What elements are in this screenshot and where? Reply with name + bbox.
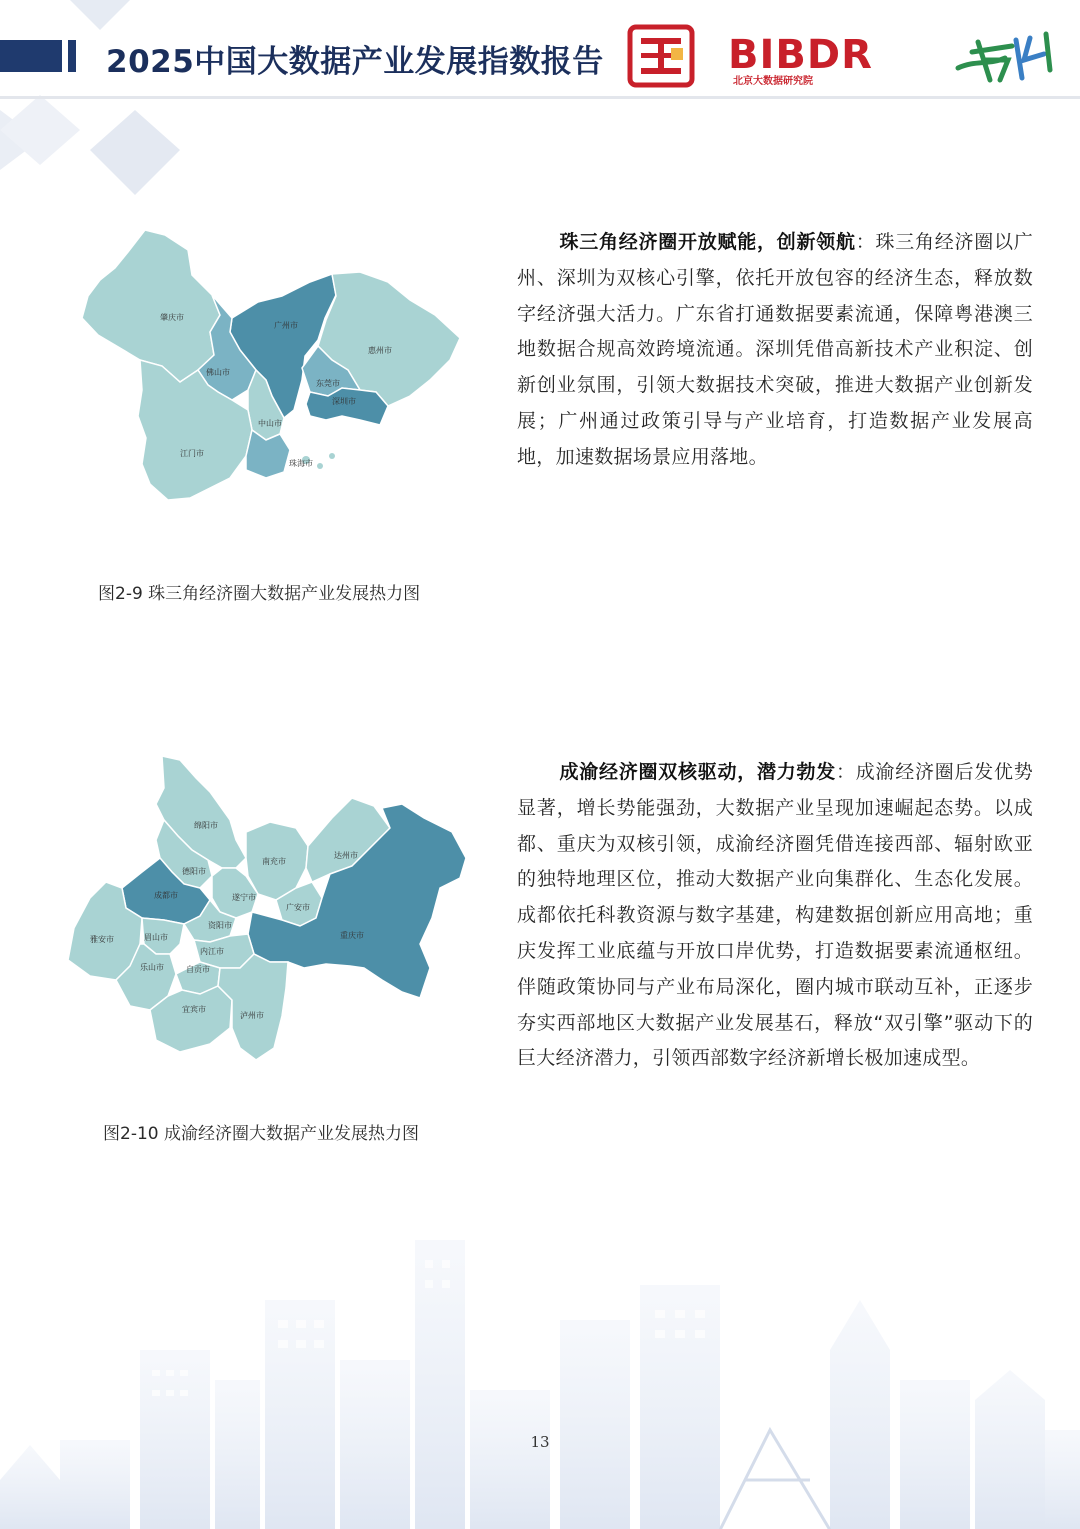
map-label: 深圳市: [332, 397, 356, 406]
section-body: ：成渝经济圈后发优势显著，增长势能强劲，大数据产业呈现加速崛起态势。以成都、重庆为双核引领，成渝经济圈凭借连接西部、辐射欧亚的独特地理区位，推动大数据产业向集群化、生态化发展。成都依托科教资源与数字基建，构建数据创新应用高地；重庆发挥工业底蕴与开放口岸优势，打造数据要素流通枢纽。伴随政策协同与产业布局深化，圈内城市联动互补，正逐步夯实西部地区大数据产业发展基石，释放“双引擎”驱动下的巨大经济潜力，引领西部数字经济新增长极加速成型。: [517, 761, 1033, 1070]
map-label: 成都市: [154, 891, 178, 900]
header-bar: [0, 40, 62, 72]
page-number: 13: [530, 1433, 550, 1451]
bibdr-logo-subtitle: 北京大数据研究院: [733, 76, 813, 87]
map-label: 自贡市: [186, 965, 210, 974]
section-paragraph: [517, 225, 1033, 476]
map-label: 眉山市: [144, 933, 168, 942]
map-label: 惠州市: [368, 346, 392, 355]
map-region-shenzhen: [306, 388, 388, 425]
chengyu-heatmap: [60, 748, 480, 1068]
fang-ai-logo: [950, 20, 1060, 92]
institution-logo: [627, 24, 695, 88]
map-label: 德阳市: [182, 867, 206, 876]
map-label: 佛山市: [206, 368, 230, 377]
map-region-zhaoqing: [82, 230, 220, 382]
map-label: 资阳市: [208, 921, 232, 930]
map-label: 东莞市: [316, 379, 340, 388]
figure-caption: 图2-10 成渝经济圈大数据产业发展热力图: [103, 1124, 419, 1144]
section-heading: 珠三角经济圈开放赋能，创新领航: [559, 231, 856, 253]
header-bar-thin: [68, 40, 76, 72]
map-label: 雅安市: [90, 935, 114, 944]
map-label: 宜宾市: [182, 1005, 206, 1014]
bibdr-logo: BIBDR: [728, 32, 873, 78]
city-skyline-decoration: [0, 1230, 1080, 1529]
section-heading: 成渝经济圈双核驱动，潜力勃发: [559, 761, 836, 783]
map-label: 珠海市: [289, 459, 313, 468]
map-label: 广安市: [286, 903, 310, 912]
figure-caption: 图2-9 珠三角经济圈大数据产业发展热力图: [98, 584, 421, 604]
header-divider: [0, 96, 1080, 99]
section-body: ：珠三角经济圈以广州、深圳为双核心引擎，依托开放包容的经济生态，释放数字经济强大活力。广东省打通数据要素流通，保障粤港澳三地数据合规高效跨境流通。深圳凭借高新技术产业积淀、创新创业氛围，引领大数据技术突破，推进大数据产业创新发展；广州通过政策引导与产业培育，打造数据产业发展高地，加速数据场景应用落地。: [517, 231, 1033, 468]
map-label: 中山市: [258, 419, 282, 428]
map-label: 乐山市: [140, 963, 164, 972]
map-label: 内江市: [200, 947, 224, 956]
map-label: 南充市: [262, 857, 286, 866]
map-label: 泸州市: [240, 1011, 264, 1020]
map-label: 达州市: [334, 851, 358, 860]
map-label: 遂宁市: [232, 893, 256, 902]
header-decoration: [0, 0, 180, 200]
report-title: 2025中国大数据产业发展指数报告: [106, 44, 604, 80]
map-label: 肇庆市: [160, 313, 184, 322]
prd-heatmap: [70, 220, 470, 520]
section-paragraph: [517, 755, 1033, 1077]
map-label: 重庆市: [340, 931, 364, 940]
map-label: 绵阳市: [194, 821, 218, 830]
map-label: 广州市: [274, 321, 298, 330]
map-label: 江门市: [180, 449, 204, 458]
